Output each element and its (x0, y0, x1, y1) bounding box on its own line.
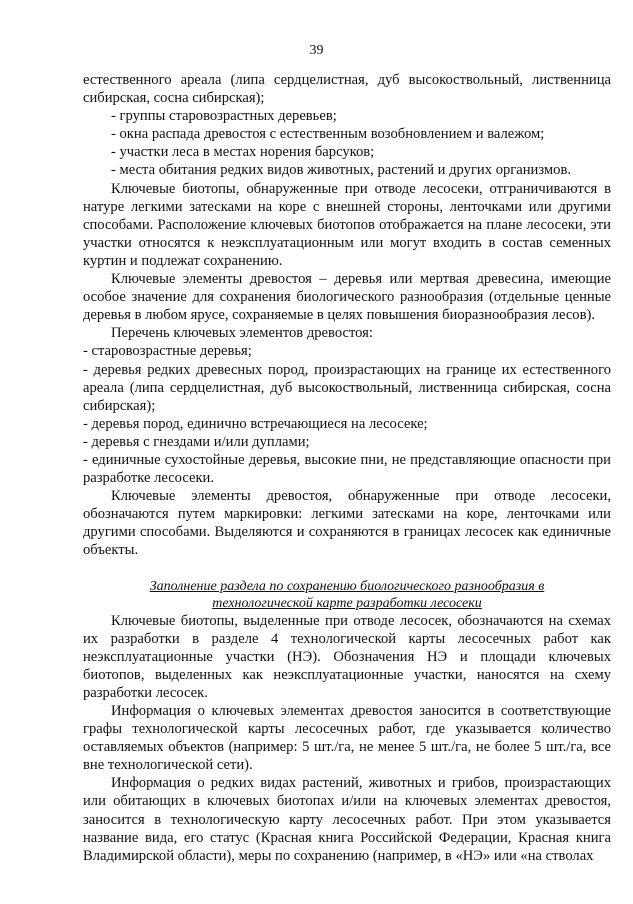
section-heading-line-2: технологической карте разработки лесосеки (212, 595, 482, 611)
list-item: - деревья с гнездами и/или дуплами; (83, 433, 310, 450)
list-item: - старовозрастные деревья; (83, 343, 252, 360)
paragraph: Перечень ключевых элементов древостоя: (111, 325, 373, 342)
list-item: - места обитания редких видов животных, растений и других организмов. (111, 162, 571, 179)
paragraph: Ключевые элементы древостоя – деревья или мертвая древесина, имеющие особое значение для сохранения биологического разнообразия (отдельные ценные деревья в любом ярусе, сохраняемые в целях повышения биоразнообразия лесов). (83, 271, 611, 324)
paragraph: Ключевые элементы древостоя, обнаруженные при отводе лесосеки, обозначаются путем маркировки: легкими затесками на коре, ленточками или другими способами. Выделяются и сохраняются в границах лесосек как единичные объекты. (83, 488, 611, 559)
list-item: - участки леса в местах норения барсуков; (111, 144, 375, 161)
list-item: - деревья пород, единично встречающиеся на лесосеке; (83, 415, 428, 432)
list-item: - группы старовозрастных деревьев; (111, 108, 337, 125)
paragraph: Информация о ключевых элементах древостоя заносится в соответствующие графы технологической карты лесосечных работ, где указывается количество оставляемых объектов (например: 5 шт./га, не менее 5 шт./га, не более 5 шт./га, все вне технологической сети). (83, 703, 611, 774)
page-body (83, 71, 611, 865)
list-item: - деревья редких древесных пород, произрастающих на границе их естественного ареала (липа сердцелистная, дуб высокоствольный, лиственница сибирская, сосна сибирская); (83, 361, 611, 414)
page-number: 39 (309, 43, 324, 58)
section-heading-line-1: Заполнение раздела по сохранению биологического разнообразия в (149, 578, 545, 594)
paragraph: Ключевые биотопы, выделенные при отводе лесосек, обозначаются на схемах их разработки в разделе 4 технологической карты лесосечных работ как неэксплуатационные участки (НЭ). Обозначения НЭ и площади ключевых биотопов, выделенных как неэксплуатационные участки, наносятся на схему разработки лесосек. (83, 612, 611, 701)
list-item: - окна распада древостоя с естественным возобновлением и валежом; (111, 126, 545, 143)
paragraph: естественного ареала (липа сердцелистная, дуб высокоствольный, лиственница сибирская, сосна сибирская); (83, 72, 611, 107)
paragraph: Информация о редких видах растений, животных и грибов, произрастающих или обитающих в ключевых биотопах и/или на ключевых элементах древостоя, заносится в технологическую карту лесосечных работ. При этом указывается название вида, его статус (Красная книга Российской Федерации, Красная книга Владимирской области), меры по сохранению (например, в «НЭ» или «на стволах (83, 775, 611, 864)
list-item: - единичные сухостойные деревья, высокие пни, не представляющие опасности при разработке лесосеки. (83, 451, 611, 487)
section-heading (83, 578, 611, 612)
paragraph: Ключевые биотопы, обнаруженные при отводе лесосеки, отграничиваются в натуре легкими затесками на коре с внешней стороны, ленточками или другими способами. Расположение ключевых биотопов отображается на плане лесосеки, эти участки относятся к неэксплуатационным или могут входить в состав семенных куртин и подлежат сохранению. (83, 180, 611, 269)
